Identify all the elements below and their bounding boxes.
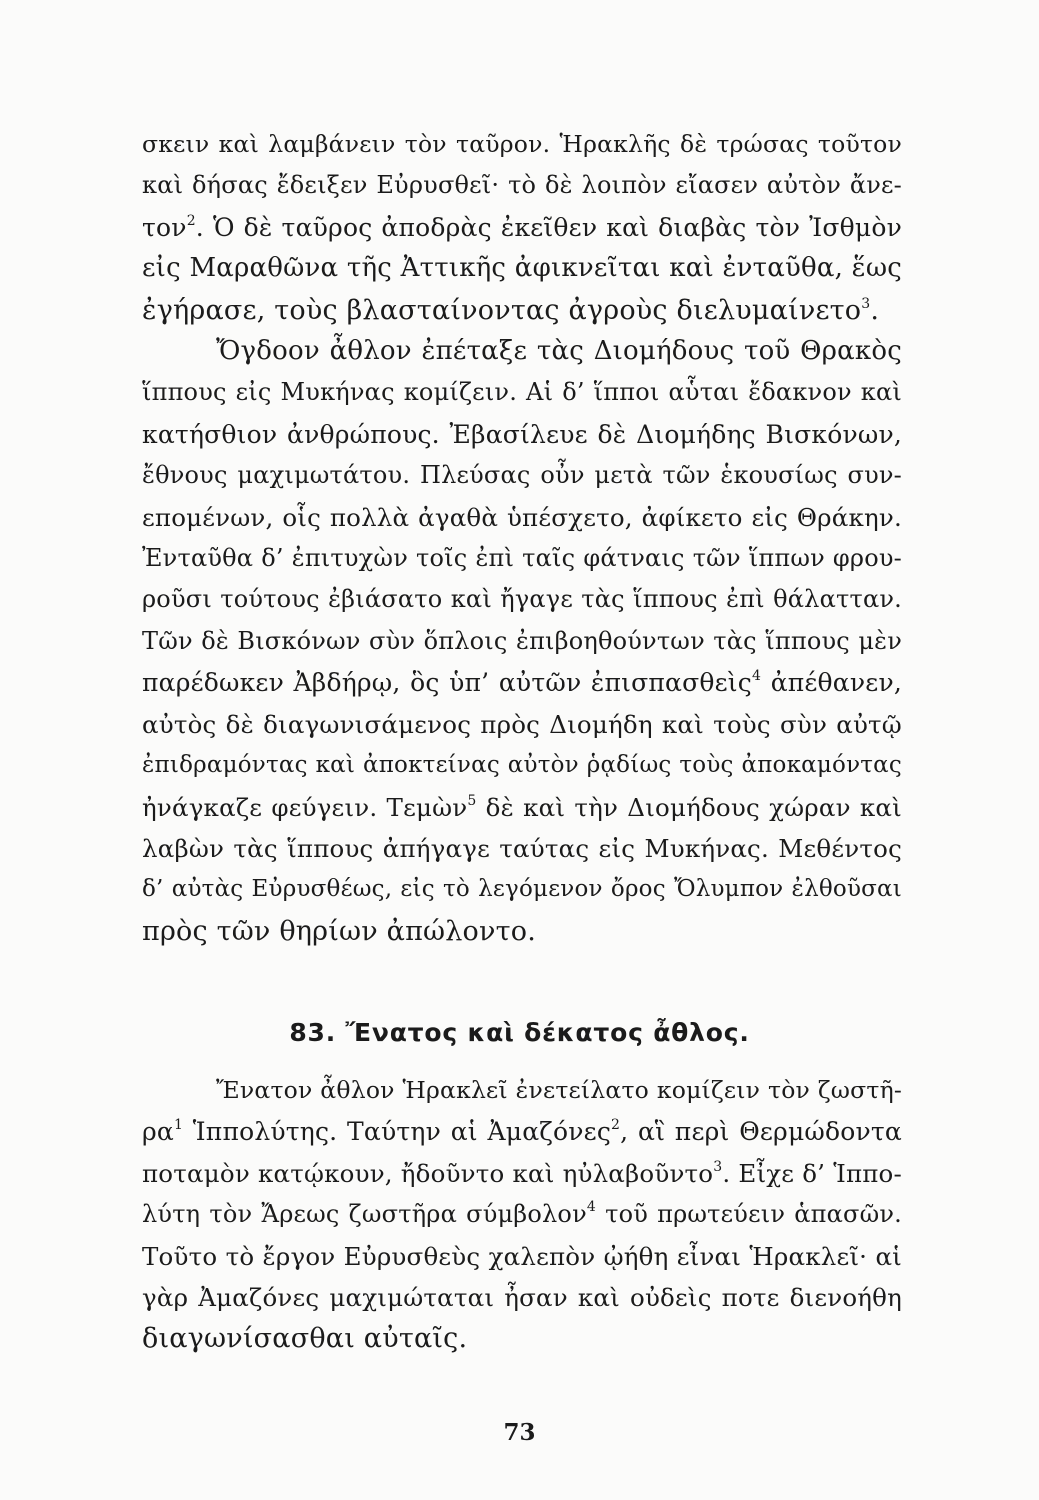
text-run: Ὄγδοον ἆθλον ἐπέταξε τὰς Διομήδους τοῦ Θρακὸς (216, 336, 902, 367)
text-line (142, 1070, 902, 1111)
text-line (142, 911, 902, 952)
text-line (142, 372, 902, 413)
section-heading: 83. Ἔνατος καὶ δέκατος ἆθλος. (289, 1018, 750, 1047)
text-run: . Ὁ δὲ ταῦρος ἀποδρὰς ἐκεῖθεν καὶ διαβὰς τὸν Ἰσθμὸν (195, 212, 902, 242)
text-run: ποταμὸν κατῴκουν, ἤδοῦντο καὶ ηὐλαβοῦντο (142, 1158, 714, 1188)
text-line (142, 455, 902, 496)
text-line (142, 497, 902, 538)
text-line (142, 1236, 902, 1277)
text-run: . Εἶχε δ’ Ἱππο- (722, 1158, 902, 1188)
text-run: δὲ καὶ τὴν Διομήδους χώραν καὶ (476, 792, 902, 822)
footnote-marker: 4 (586, 1199, 596, 1216)
text-run: λύτη τὸν Ἄρεως ζωστῆρα σύμβολον (142, 1200, 587, 1229)
text-line (142, 165, 902, 206)
text-run: Τῶν δὲ Βισκόνων σὺν ὅπλοις ἐπιβοηθούντων τὰς ἵππους μὲν (142, 626, 902, 655)
text-run: εἰς Μαραθῶνα τῆς Ἀττικῆς ἀφικνεῖται καὶ ἐνταῦθα, ἕως (142, 253, 902, 284)
text-run: ἠνάγκαζε φεύγειν. Τεμὼν (142, 792, 468, 822)
text-run: αὐτὸς δὲ διαγωνισάμενος πρὸς Διομήδη καὶ τοὺς σὺν αὐτῷ (142, 709, 902, 739)
text-line (142, 1277, 902, 1318)
text-line (142, 331, 902, 372)
text-line (142, 1153, 902, 1194)
text-line (142, 1194, 902, 1235)
footnote-marker: 3 (713, 1158, 723, 1175)
text-line (142, 207, 902, 248)
text-run: ἐπιδραμόντας καὶ ἀποκτείνας αὐτὸν ῥᾳδίως τοὺς ἀποκαμόντας (142, 752, 902, 779)
text-line (142, 787, 902, 828)
text-run: δ’ αὐτὰς Εὐρυσθέως, εἰς τὸ λεγόμενον ὄρος Ὄλυμπον ἐλθοῦσαι (142, 876, 902, 903)
text-run: Ἐνταῦθα δ’ ἐπιτυχὼν τοῖς ἐπὶ ταῖς φάτναις τῶν ἵππων φρου- (142, 544, 902, 573)
text-line (142, 124, 902, 165)
text-line (142, 828, 902, 869)
text-run: ροῦσι τούτους ἐβιάσατο καὶ ἤγαγε τὰς ἵππους ἐπὶ θάλατταν. (142, 585, 902, 614)
text-line (142, 538, 902, 579)
text-run: καὶ δήσας ἔδειξεν Εὐρυσθεῖ· τὸ δὲ λοιπὸν εἴασεν αὐτὸν ἄνε- (142, 171, 902, 200)
text-run: ἀπέθανεν, (761, 668, 902, 698)
text-line (142, 1111, 902, 1152)
text-line (142, 248, 902, 289)
text-run: Τοῦτο τὸ ἔργον Εὐρυσθεὺς χαλεπὸν ᾠήθη εἶναι Ἡρακλεῖ· αἱ (142, 1241, 902, 1271)
text-run: , αἳ περὶ Θερμώδοντα (620, 1117, 902, 1147)
text-line (142, 290, 902, 331)
text-run: κατήσθιον ἀνθρώπους. Ἐβασίλευε δὲ Διομήδης Βισκόνων, (142, 419, 902, 449)
footnote-marker: 2 (186, 212, 196, 229)
footnote-marker: 4 (752, 668, 762, 685)
text-run: ἔθνους μαχιμωτάτου. Πλεύσας οὖν μετὰ τῶν ἑκουσίως συν- (142, 461, 902, 490)
text-run: ἐγήρασε, τοὺς βλασταίνοντας ἀγροὺς διελυμαίνετο (142, 294, 862, 326)
text-run: επομένων, οἷς πολλὰ ἀγαθὰ ὑπέσχετο, ἀφίκετο εἰς Θράκην. (142, 502, 902, 532)
text-run: ρα (142, 1117, 174, 1147)
footnote-marker: 2 (611, 1117, 621, 1134)
text-line (142, 414, 902, 455)
text-run: τον (142, 212, 187, 242)
page-number: 73 (503, 1419, 536, 1446)
text-run: γὰρ Ἀμαζόνες μαχιμώταται ἦσαν καὶ οὐδεὶς ποτε διενοήθη (142, 1283, 902, 1313)
footnote-marker: 5 (467, 792, 477, 809)
text-line (142, 621, 902, 662)
text-line (142, 1318, 902, 1359)
text-run: λαβὼν τὰς ἵππους ἀπήγαγε ταύτας εἰς Μυκήνας. Μεθέντος (142, 833, 902, 863)
text-run: ἵππους εἰς Μυκήνας κομίζειν. Αἱ δ’ ἵπποι αὗται ἔδακνον καὶ (142, 378, 902, 407)
text-line (142, 869, 902, 910)
text-run: Ἔνατον ἆθλον Ἡρακλεῖ ἐνετείλατο κομίζειν τὸν ζωστῆ- (216, 1076, 902, 1104)
footnote-marker: 1 (173, 1117, 184, 1134)
text-run: διαγωνίσασθαι αὐταῖς. (142, 1323, 468, 1355)
paragraph-block-top (142, 124, 902, 952)
text-run: πρὸς τῶν θηρίων ἀπώλοντο. (142, 915, 536, 947)
text-line (142, 662, 902, 703)
text-line (142, 579, 902, 620)
footnote-marker: 3 (861, 295, 871, 312)
text-run: . (870, 294, 880, 326)
text-run: Ἱππολύτης. Ταύτην αἱ Ἀμαζόνες (183, 1117, 612, 1147)
text-line (142, 704, 902, 745)
paragraph-block-bottom (142, 1070, 902, 1360)
text-run: τοῦ πρωτεύειν ἁπασῶν. (595, 1200, 902, 1229)
text-run: σκειν καὶ λαμβάνειν τὸν ταῦρον. Ἡρακλῆς δὲ τρώσας τοῦτον (142, 130, 902, 158)
text-run: παρέδωκεν Ἀβδήρῳ, ὃς ὑπ’ αὐτῶν ἐπισπασθεὶς (142, 668, 753, 698)
text-line (142, 745, 902, 786)
